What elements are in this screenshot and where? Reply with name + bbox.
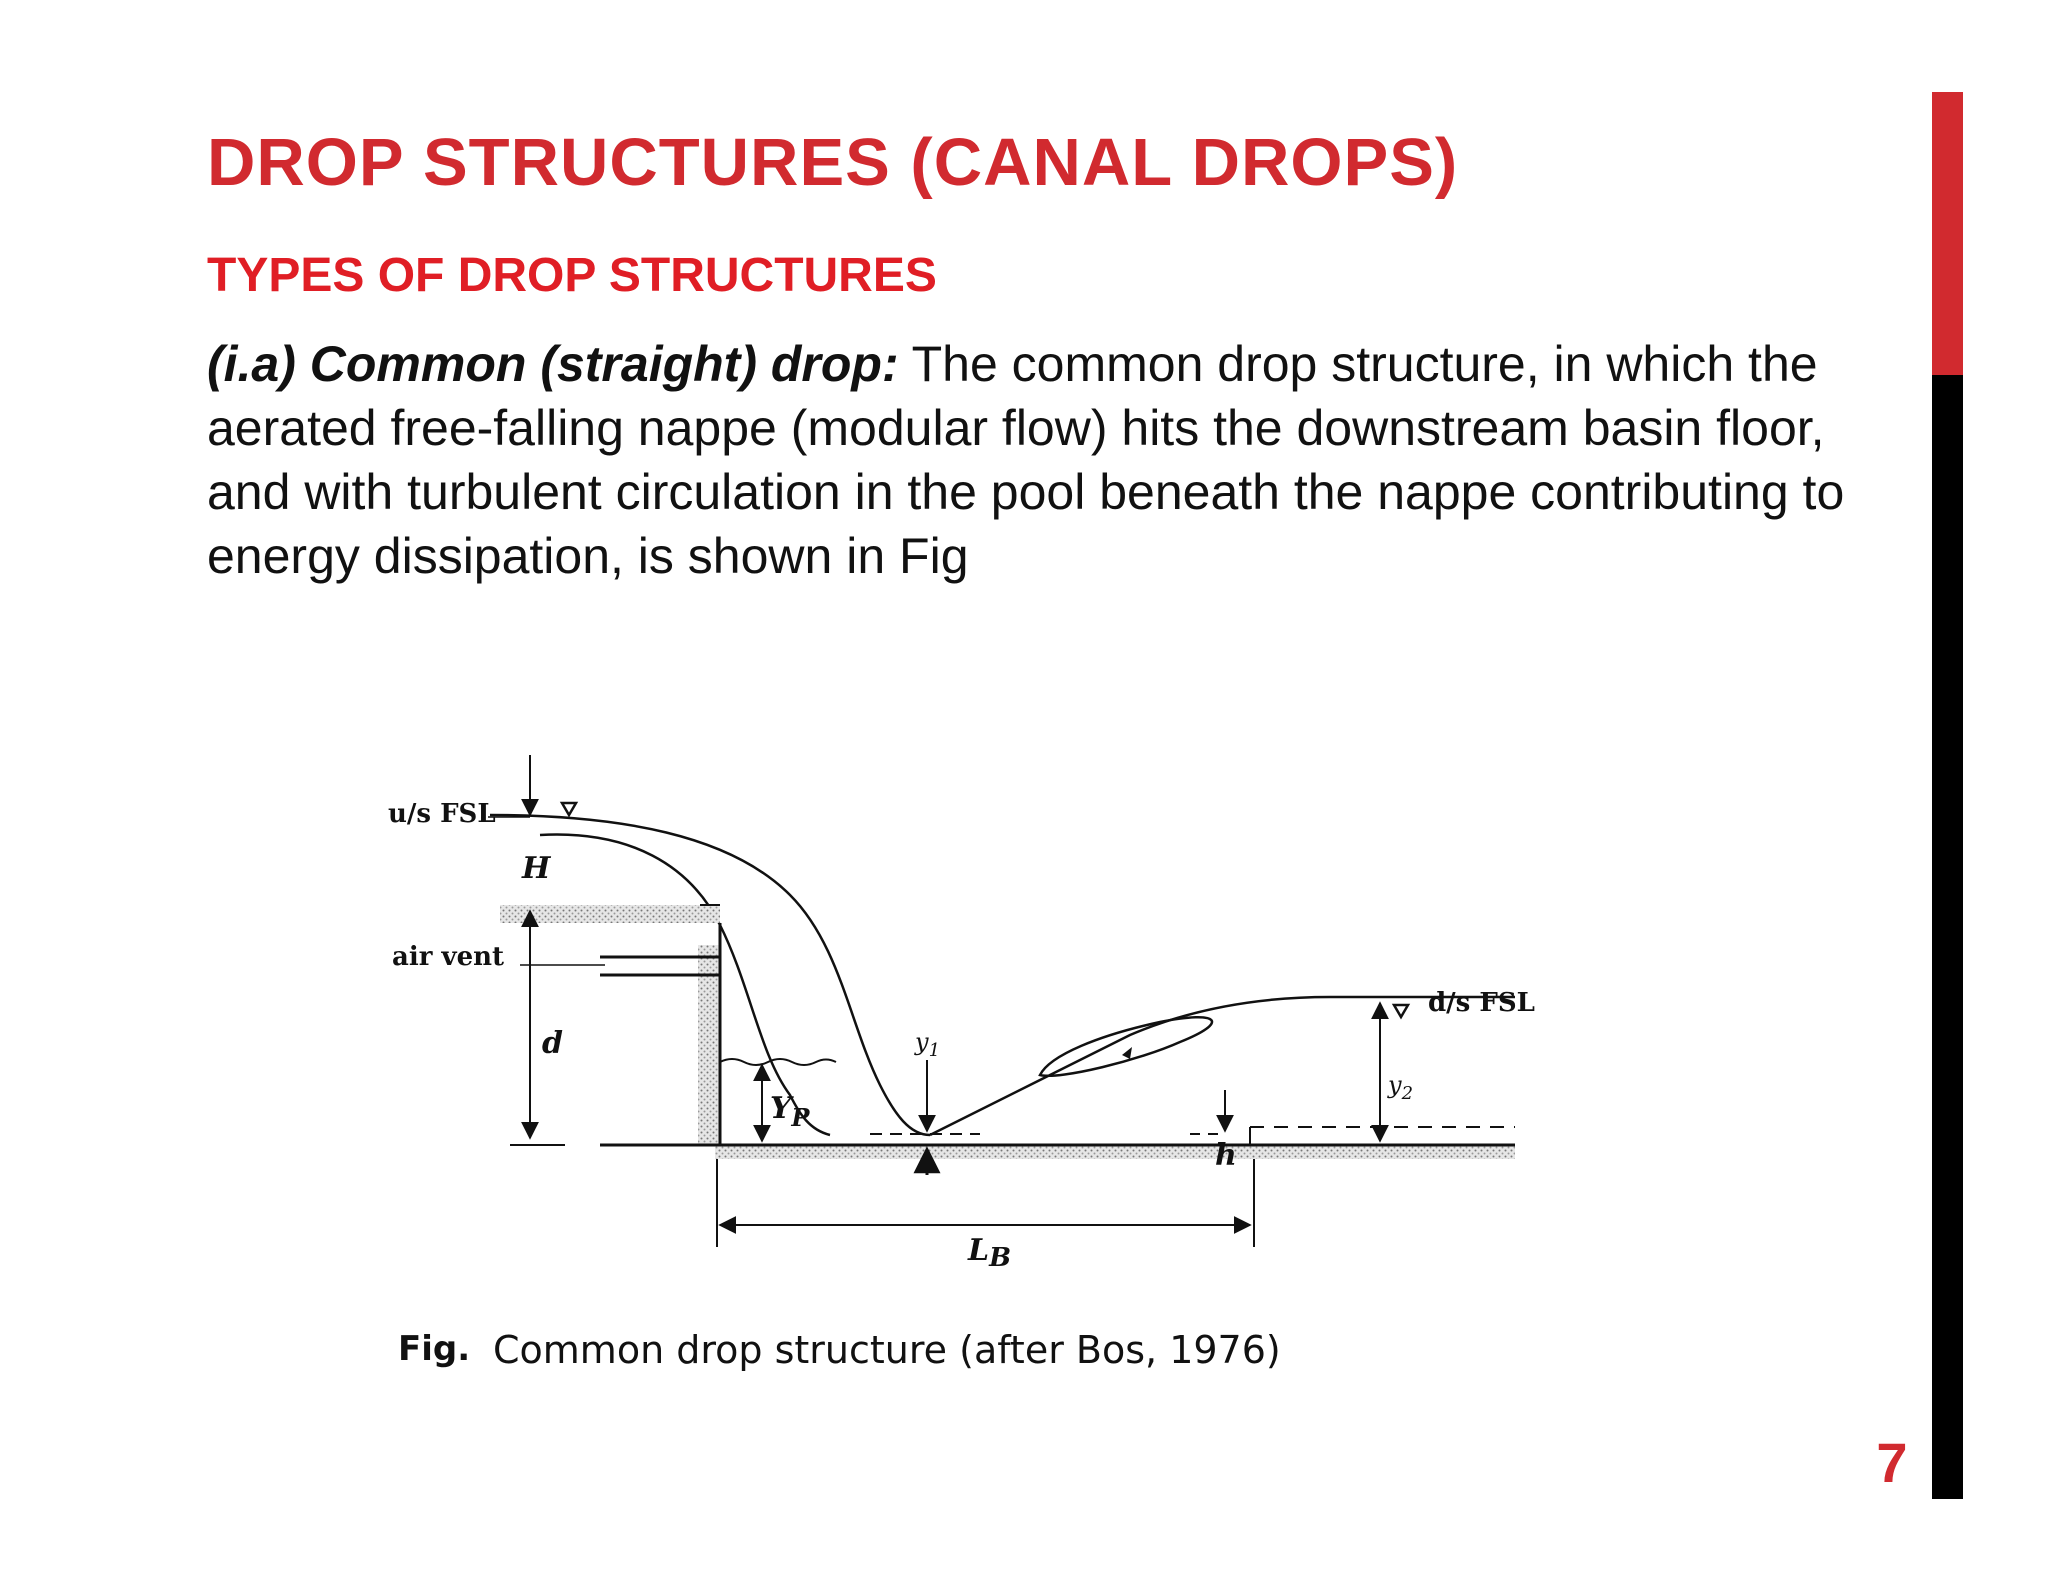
drop-structure-figure [370,735,1550,1395]
body-lead: (i.a) Common (straight) drop: [207,336,899,392]
pool-surface [720,1059,836,1065]
label-LB: LB [968,1233,1012,1273]
label-h: h [1215,1138,1237,1173]
label-Yp: $Y_P$ [770,1091,810,1132]
body-paragraph [207,332,1907,588]
slide-subtitle: TYPES OF DROP STRUCTURES [207,249,937,302]
slide-title: DROP STRUCTURES (CANAL DROPS) [207,125,1459,200]
page-number: 7 [1876,1431,1908,1494]
label-H: H [522,851,551,886]
label-y2: $y_2$ [1388,1071,1414,1104]
body-text: The common drop structure, in which the aerated free-falling nappe (modular flow) hits the downstream basin floor, and with turbulent circulation in the pool beneath the nappe contributing to energy dissipation, is shown in Fig [207,336,1845,584]
weir-crest [500,905,720,923]
label-d: d [542,1026,563,1061]
basin-floor [715,1145,1515,1159]
accent-bar-black [1932,375,1963,1499]
figure-caption-prefix: Fig. [398,1329,471,1369]
nappe-lower-profile [540,835,830,1135]
air-vent-label: air vent [392,942,505,972]
label-y1: $y_1$ [915,1028,941,1061]
ds-fsl-label: d/s FSL [1428,988,1535,1018]
figure-caption: Common drop structure (after Bos, 1976) [493,1328,1281,1372]
us-fsl-label: u/s FSL [388,799,496,829]
accent-bar-red [1932,92,1963,375]
